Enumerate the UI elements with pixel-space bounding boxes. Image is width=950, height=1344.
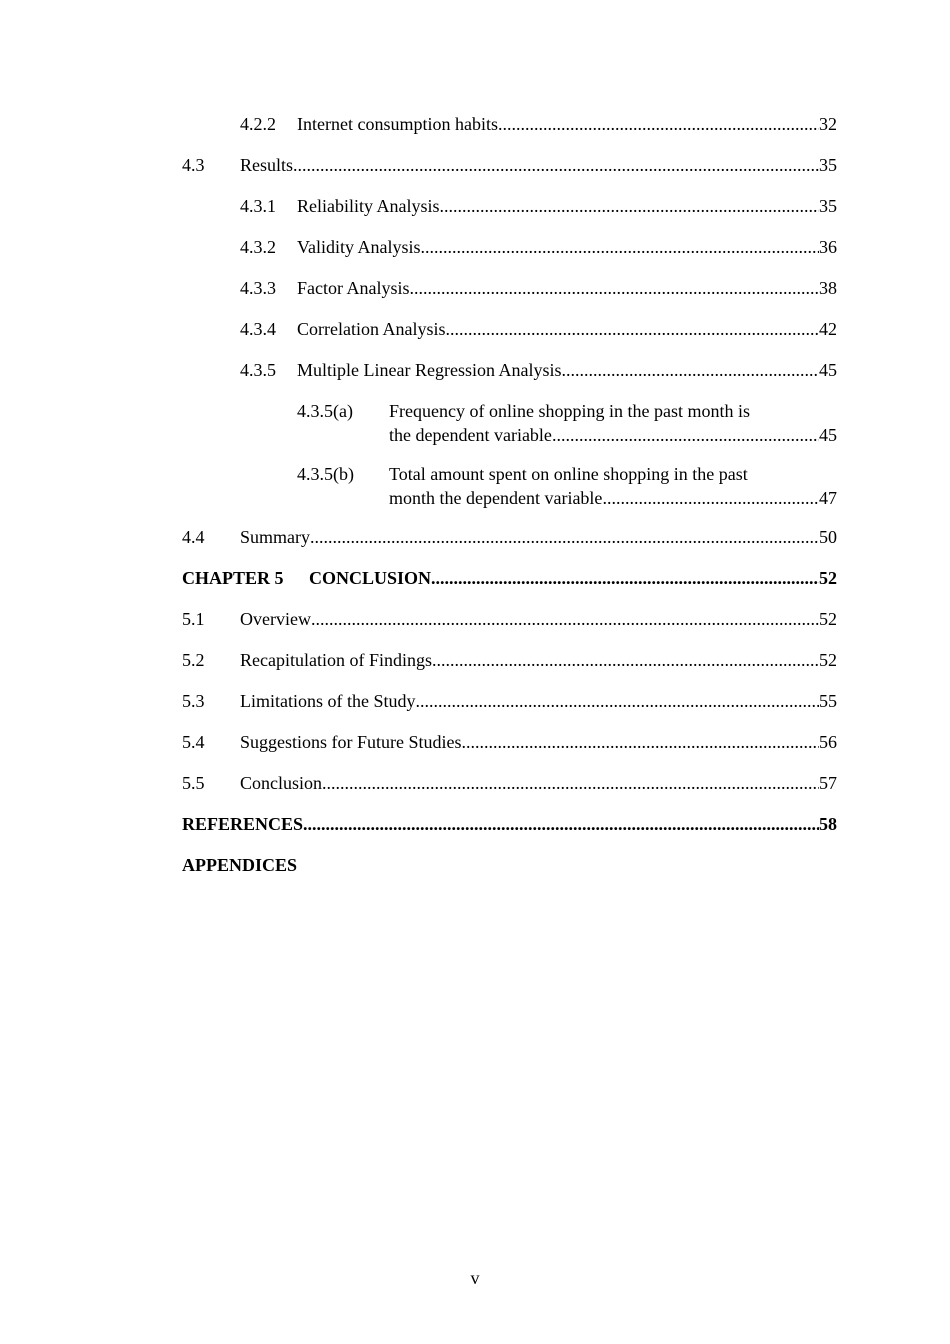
toc-entry-title: Recapitulation of Findings <box>240 650 432 670</box>
toc-entry-5-5[interactable] <box>182 771 837 812</box>
toc-entry-number: 5.4 <box>182 732 205 752</box>
toc-entry-number: 4.3.1 <box>240 196 276 216</box>
toc-entry-number: 4.3.5(a) <box>297 401 353 421</box>
toc-entry-number: 4.3.5(b) <box>297 464 354 484</box>
dot-leader <box>421 235 819 259</box>
toc-entry-4-3-3[interactable] <box>182 276 837 317</box>
toc-entry-number: 5.3 <box>182 691 205 711</box>
toc-entry-title: Overview <box>240 609 311 629</box>
toc-entry-title: Limitations of the Study <box>240 691 416 711</box>
toc-entry-number: 4.3.2 <box>240 237 276 257</box>
toc-entry-number: 4.3 <box>182 155 205 175</box>
toc-entry-4-3-2[interactable] <box>182 235 837 276</box>
toc-entry-page: 45 <box>819 425 837 445</box>
toc-entry-page: 42 <box>819 319 837 339</box>
toc-entry-title: Internet consumption habits <box>297 114 498 134</box>
toc-entry-page: 32 <box>819 114 837 134</box>
toc-entry-4-3[interactable] <box>182 153 837 194</box>
toc-entry-page: 47 <box>819 488 837 508</box>
toc-entry-title: Factor Analysis <box>297 278 410 298</box>
dot-leader <box>561 358 819 382</box>
toc-entry-number: 4.2.2 <box>240 114 276 134</box>
toc-entry-page: 57 <box>819 773 837 793</box>
dot-leader <box>440 194 820 218</box>
toc-entry-page: 55 <box>819 691 837 711</box>
dot-leader <box>310 525 819 549</box>
toc-entry-page: 35 <box>819 196 837 216</box>
toc-entry-references[interactable] <box>182 812 837 853</box>
toc-entry-title: Summary <box>240 527 310 547</box>
toc-entry-chapter-5[interactable] <box>182 566 837 607</box>
toc-entry-5-2[interactable] <box>182 648 837 689</box>
toc-entry-title-line1: Frequency of online shopping in the past month is <box>389 401 750 421</box>
dot-leader <box>410 276 820 300</box>
toc-entry-page: 50 <box>819 527 837 547</box>
dot-leader <box>431 566 819 590</box>
toc-entry-title-line2: the dependent variable <box>389 425 552 445</box>
toc-entry-title: Reliability Analysis <box>297 196 440 216</box>
dot-leader <box>432 648 819 672</box>
toc-entry-page: 35 <box>819 155 837 175</box>
dot-leader <box>303 812 819 836</box>
dot-leader <box>602 486 819 510</box>
toc-entry-title: Suggestions for Future Studies <box>240 732 462 752</box>
toc-entry-page: 52 <box>819 650 837 670</box>
toc-entry-number: 5.2 <box>182 650 205 670</box>
toc-entry-page: 45 <box>819 360 837 380</box>
dot-leader <box>498 112 819 136</box>
toc-entry-title: Multiple Linear Regression Analysis <box>297 360 562 380</box>
toc-entry-title-line2: month the dependent variable <box>389 488 603 508</box>
dot-leader <box>445 317 819 341</box>
page-number: v <box>470 1268 480 1288</box>
toc-entry-5-3[interactable] <box>182 689 837 730</box>
dot-leader <box>311 607 819 631</box>
dot-leader <box>322 771 819 795</box>
toc-entry-number: 4.3.5 <box>240 360 276 380</box>
toc-entry-number: 5.5 <box>182 773 205 793</box>
toc-entry-page: 38 <box>819 278 837 298</box>
toc-entry-title: Validity Analysis <box>297 237 421 257</box>
toc-entry-5-1[interactable] <box>182 607 837 648</box>
toc-entry-4-3-5[interactable] <box>182 358 837 399</box>
dot-leader <box>293 153 819 177</box>
toc-entry-title: APPENDICES <box>182 855 298 875</box>
toc-entry-title-line1: Total amount spent on online shopping in the past <box>389 464 748 484</box>
toc-entry-page: 52 <box>819 609 837 629</box>
toc-entry-page: 56 <box>819 732 837 752</box>
toc-entry-page: 52 <box>819 568 837 588</box>
toc-entry-number: 4.4 <box>182 527 205 547</box>
dot-leader <box>552 423 819 447</box>
toc-entry-title: REFERENCES <box>182 814 304 834</box>
toc-chapter-number: CHAPTER 5 <box>182 568 284 588</box>
toc-entry-title: CONCLUSION <box>309 568 432 588</box>
toc-entry-page: 58 <box>819 814 837 834</box>
toc-entry-4-4[interactable] <box>182 525 837 566</box>
toc-entry-4-3-5a[interactable] <box>182 399 837 462</box>
table-of-contents <box>182 112 837 894</box>
toc-entry-4-3-1[interactable] <box>182 194 837 235</box>
toc-entry-4-3-4[interactable] <box>182 317 837 358</box>
dot-leader <box>416 689 820 713</box>
toc-entry-title: Correlation Analysis <box>297 319 446 339</box>
toc-entry-title: Conclusion <box>240 773 323 793</box>
toc-entry-title: Results <box>240 155 294 175</box>
toc-entry-number: 4.3.4 <box>240 319 276 339</box>
toc-entry-4-2-2[interactable] <box>182 112 837 153</box>
toc-entry-page: 36 <box>819 237 837 257</box>
toc-entry-number: 4.3.3 <box>240 278 276 298</box>
toc-entry-appendices[interactable] <box>182 853 837 894</box>
toc-entry-number: 5.1 <box>182 609 205 629</box>
toc-entry-4-3-5b[interactable] <box>182 462 837 525</box>
dot-leader <box>462 730 819 754</box>
toc-entry-5-4[interactable] <box>182 730 837 771</box>
